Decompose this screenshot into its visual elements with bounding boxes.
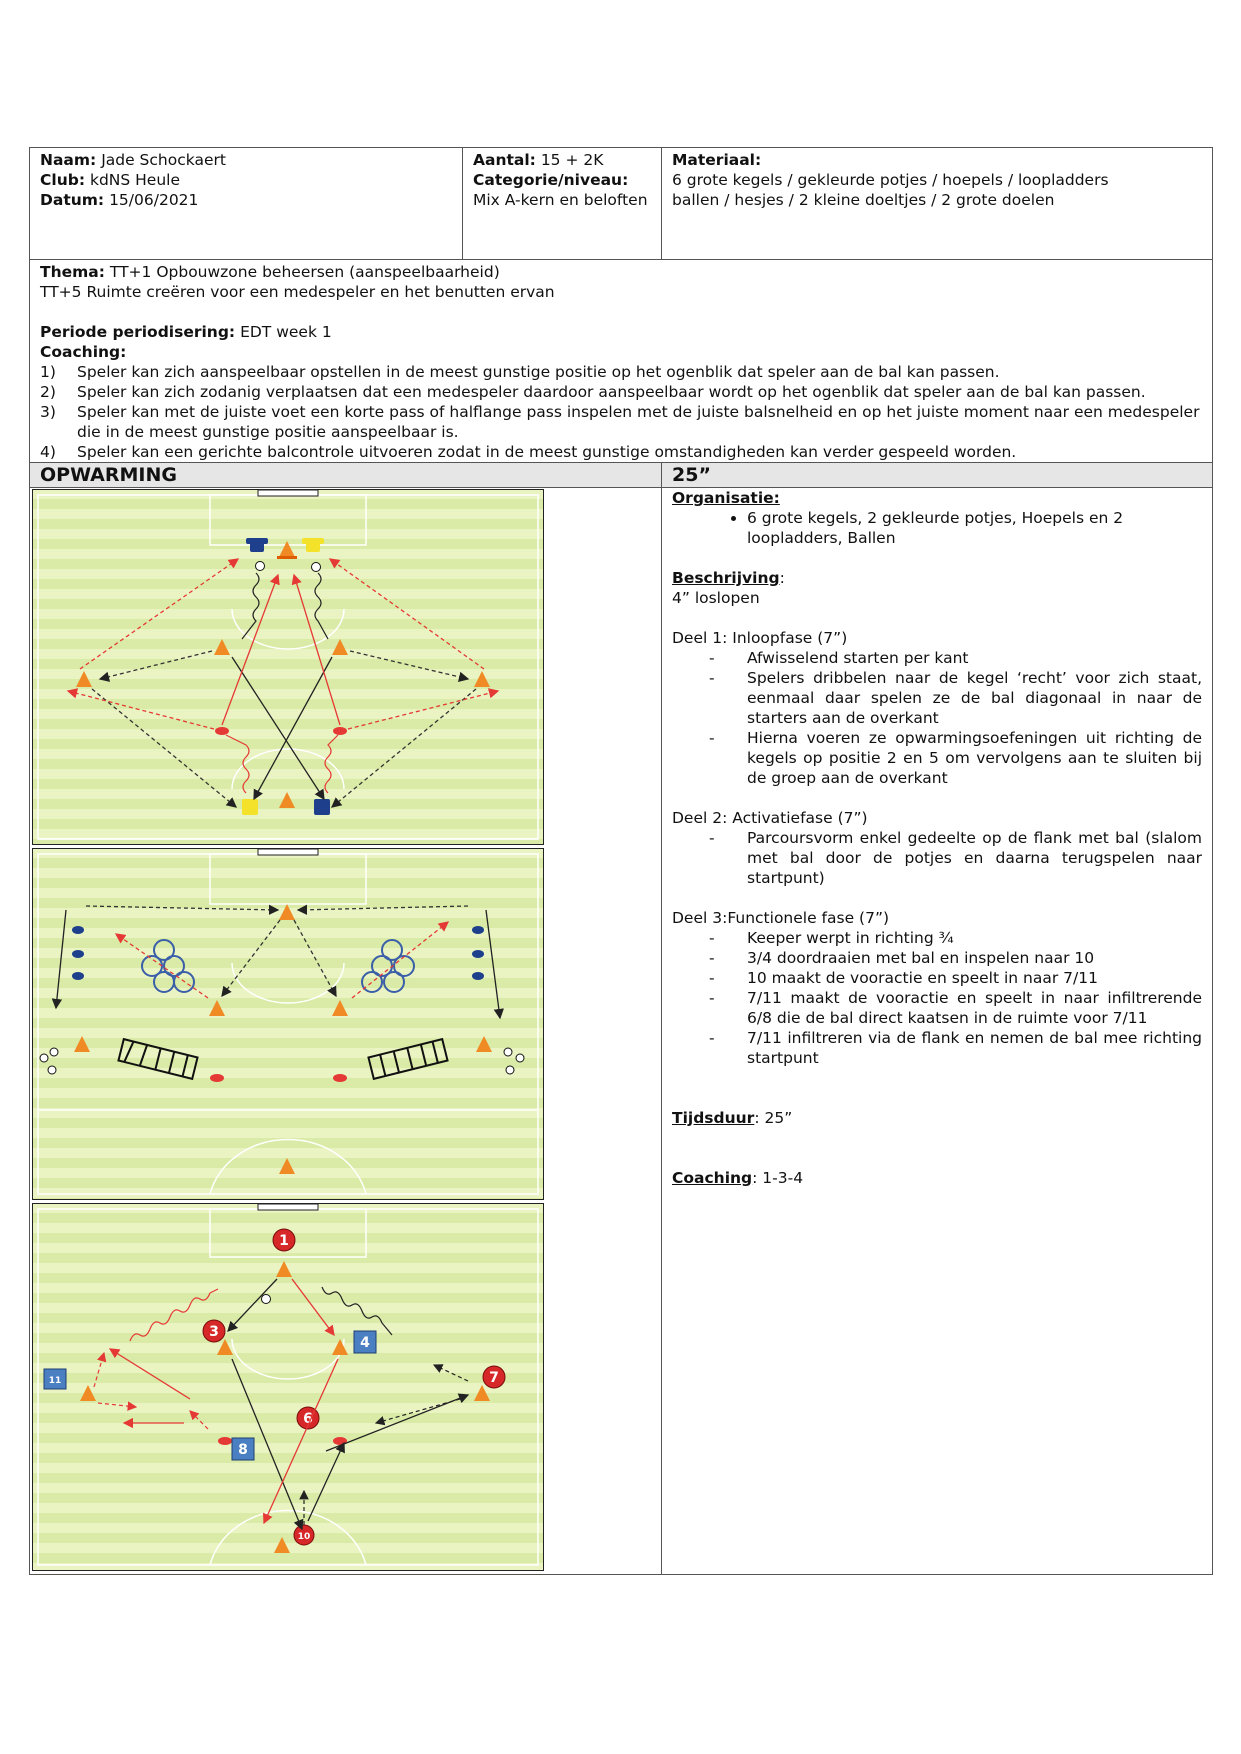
tijdsduur-heading: Tijdsduur bbox=[672, 1109, 755, 1127]
coaching-item: 4) Speler kan een gerichte balcontrole uitvoeren zodat in de meest gunstige omstandigheden kan verder gespeeld worden. bbox=[40, 443, 1017, 461]
list-item: - Afwisselend starten per kant bbox=[672, 648, 1202, 668]
categorie-value: Mix A-kern en beloften bbox=[473, 191, 648, 209]
coaching-item: 2) Speler kan zich zodanig verplaatsen dat een medespeler daardoor aanspeelbaar wordt op het ogenblik dat speler aan de bal kan passen. bbox=[40, 383, 1146, 401]
svg-text:4: 4 bbox=[360, 1335, 370, 1351]
session-table bbox=[29, 147, 1213, 1575]
list-item: - 3/4 doordraaien met bal en inspelen naar 10 bbox=[672, 948, 1202, 968]
ball-icon bbox=[256, 562, 265, 571]
svg-text:11: 11 bbox=[48, 1376, 62, 1386]
player-4 bbox=[354, 1331, 376, 1353]
deel1-list bbox=[672, 648, 1202, 788]
organisatie-item: • 6 grote kegels, 2 gekleurde potjes, Hoepels en 2 loopladders, Ballen bbox=[747, 508, 1202, 548]
materiaal-line1: 6 grote kegels / gekleurde potjes / hoepels / loopladders bbox=[672, 171, 1109, 189]
beschrijving-text: 4” loslopen bbox=[672, 589, 760, 607]
deel2-list bbox=[672, 828, 1202, 888]
pitch-diagram-inloopfase bbox=[32, 489, 544, 845]
coaching-right-heading: Coaching bbox=[672, 1169, 753, 1187]
thema-line2: TT+5 Ruimte creëren voor een medespeler en het benutten ervan bbox=[40, 283, 555, 301]
pitch-diagram-functionele-fase bbox=[32, 1203, 544, 1571]
player-1 bbox=[273, 1229, 295, 1251]
identity-cell: Naam: Jade Schockaert Club: kdNS Heule Datum: 15/06/2021 bbox=[30, 148, 463, 260]
list-item: - Hierna voeren ze opwarmingsoefeningen uit richting de kegels op positie 2 en 5 om vervolgens aan te sluiten bij de groep aan de overkant bbox=[672, 728, 1202, 788]
section-title: OPWARMING bbox=[30, 463, 662, 488]
list-item: - 7/11 infiltreren via de flank en nemen de bal mee richting startpunt bbox=[672, 1028, 1202, 1068]
naam-value: Jade Schockaert bbox=[101, 151, 226, 169]
svg-text:6: 6 bbox=[303, 1411, 313, 1427]
list-item: - Parcoursvorm enkel gedeelte op de flank met bal (slalom met bal door de potjes en daarna terugspelen naar startpunt) bbox=[672, 828, 1202, 888]
svg-text:8: 8 bbox=[238, 1442, 248, 1458]
svg-text:3: 3 bbox=[209, 1324, 219, 1340]
organisatie-heading: Organisatie: bbox=[672, 489, 780, 507]
ball-icon bbox=[312, 563, 321, 572]
list-item: - Keeper werpt in richting ¾ bbox=[672, 928, 1202, 948]
pitch-diagram-activatiefase bbox=[32, 848, 544, 1200]
thema-cell: Thema: TT+1 Opbouwzone beheersen (aanspeelbaarheid) TT+5 Ruimte creëren voor een medespeler en het benutten ervan Periode periodisering: EDT week 1 Coaching: 1) Speler kan zich aanspeelbaar opstellen in de meest gunstige positie op het ogenblik dat speler aan de bal kan passen. 2) Speler kan zich zodanig verplaatsen dat een medespeler daardoor aanspeelbaar wordt op het ogenblik dat speler aan de bal kan passen. 3) Speler kan met de juiste voet een korte pass of halflange pass inspelen met de juiste balsnelheid en op het juiste moment naar een medespeler die in de meest gunstige positie aanspeelbaar is. 4) Speler kan een gerichte balcontrole uitvoeren zodat in de meest gunstige omstandigheden kan verder gespeeld worden. bbox=[30, 260, 1213, 463]
tijdsduur-value: : 25” bbox=[754, 1109, 793, 1127]
coaching-list bbox=[40, 362, 1202, 462]
deel3-list bbox=[672, 928, 1202, 1068]
list-item: - 10 maakt de vooractie en speelt in naar 7/11 bbox=[672, 968, 1202, 988]
svg-text:7: 7 bbox=[489, 1370, 499, 1386]
datum-value: 15/06/2021 bbox=[109, 191, 199, 209]
description-cell: Organisatie: • 6 grote kegels, 2 gekleurde potjes, Hoepels en 2 loopladders, Ballen Beschrijving: 4” loslopen Deel 1: Inloopfase (7”) - Afwisselend starten per kant - Spelers dribbelen naar de kegel ‘recht’ voor zich staat, eenmaal daar spelen ze de bal diagonaal in naar de starters aan de overkant - Hierna voeren ze opwarmingsoefeningen uit richting de kegels op positie 2 en 5 om vervolgens aan te sluiten bij de groep aan de overkant Deel 2: Activatiefase (7”) - Parcoursvorm enkel gedeelte op de flank met bal (slalom met bal door de potjes en daarna terugspelen naar startpunt) Deel 3:Functionele fase (7”) - Keeper werpt in richting ¾ - 3/4 doordraaien met bal en inspelen naar 10 - 10 maakt de vooractie en speelt in naar 7/11 - 7/11 maakt de vooractie en speelt in naar infiltrerende 6/8 die de bal direct kaatsen in de ruimte voor 7/11 - 7/11 infiltreren via de flank en nemen de bal mee richting startpunt Tijdsduur: 25” Coaching: 1-3-4 bbox=[662, 488, 1213, 1575]
diagrams-cell bbox=[30, 488, 662, 1575]
deel2-title: Deel 2: Activatiefase (7”) bbox=[672, 809, 868, 827]
coaching-heading: Coaching: bbox=[40, 343, 127, 361]
organisatie-list bbox=[672, 508, 1202, 548]
session-sheet bbox=[29, 147, 1212, 1575]
player-8 bbox=[232, 1438, 254, 1460]
deel3-title: Deel 3:Functionele fase (7”) bbox=[672, 909, 890, 927]
svg-text:10: 10 bbox=[297, 1532, 311, 1542]
svg-text:1: 1 bbox=[279, 1233, 289, 1249]
coaching-right-value: : 1-3-4 bbox=[752, 1169, 804, 1187]
beschrijving-heading: Beschrijving bbox=[672, 569, 780, 587]
aantal-cell: Aantal: 15 + 2K Categorie/niveau: Mix A-kern en beloften bbox=[463, 148, 662, 260]
player-11 bbox=[44, 1369, 66, 1389]
periode-value: EDT week 1 bbox=[240, 323, 332, 341]
aantal-value: 15 + 2K bbox=[540, 151, 604, 169]
thema-line1: TT+1 Opbouwzone beheersen (aanspeelbaarheid) bbox=[109, 263, 500, 281]
deel1-title: Deel 1: Inloopfase (7”) bbox=[672, 629, 848, 647]
club-value: kdNS Heule bbox=[89, 171, 181, 189]
materiaal-line2: ballen / hesjes / 2 kleine doeltjes / 2 grote doelen bbox=[672, 191, 1055, 209]
list-item: - 7/11 maakt de vooractie en speelt in naar infiltrerende 6/8 die de bal direct kaatsen in de ruimte voor 7/11 bbox=[672, 988, 1202, 1028]
section-duration: 25” bbox=[662, 463, 1213, 488]
player-10 bbox=[294, 1525, 314, 1545]
list-item: - Spelers dribbelen naar de kegel ‘recht’ voor zich staat, eenmaal daar spelen ze de bal diagonaal in naar de starters aan de overkant bbox=[672, 668, 1202, 728]
coaching-item: 1) Speler kan zich aanspeelbaar opstellen in de meest gunstige positie op het ogenblik dat speler aan de bal kan passen. bbox=[40, 363, 1000, 381]
materiaal-cell: Materiaal: 6 grote kegels / gekleurde potjes / hoepels / loopladders ballen / hesjes / 2 kleine doeltjes / 2 grote doelen bbox=[662, 148, 1213, 260]
player-3 bbox=[203, 1320, 225, 1342]
coaching-item: 3) Speler kan met de juiste voet een korte pass of halflange pass inspelen met de juiste balsnelheid en op het juiste moment naar een medespeler die in de meest gunstige positie aanspeelbaar is. bbox=[40, 403, 1200, 441]
player-7 bbox=[483, 1366, 505, 1388]
